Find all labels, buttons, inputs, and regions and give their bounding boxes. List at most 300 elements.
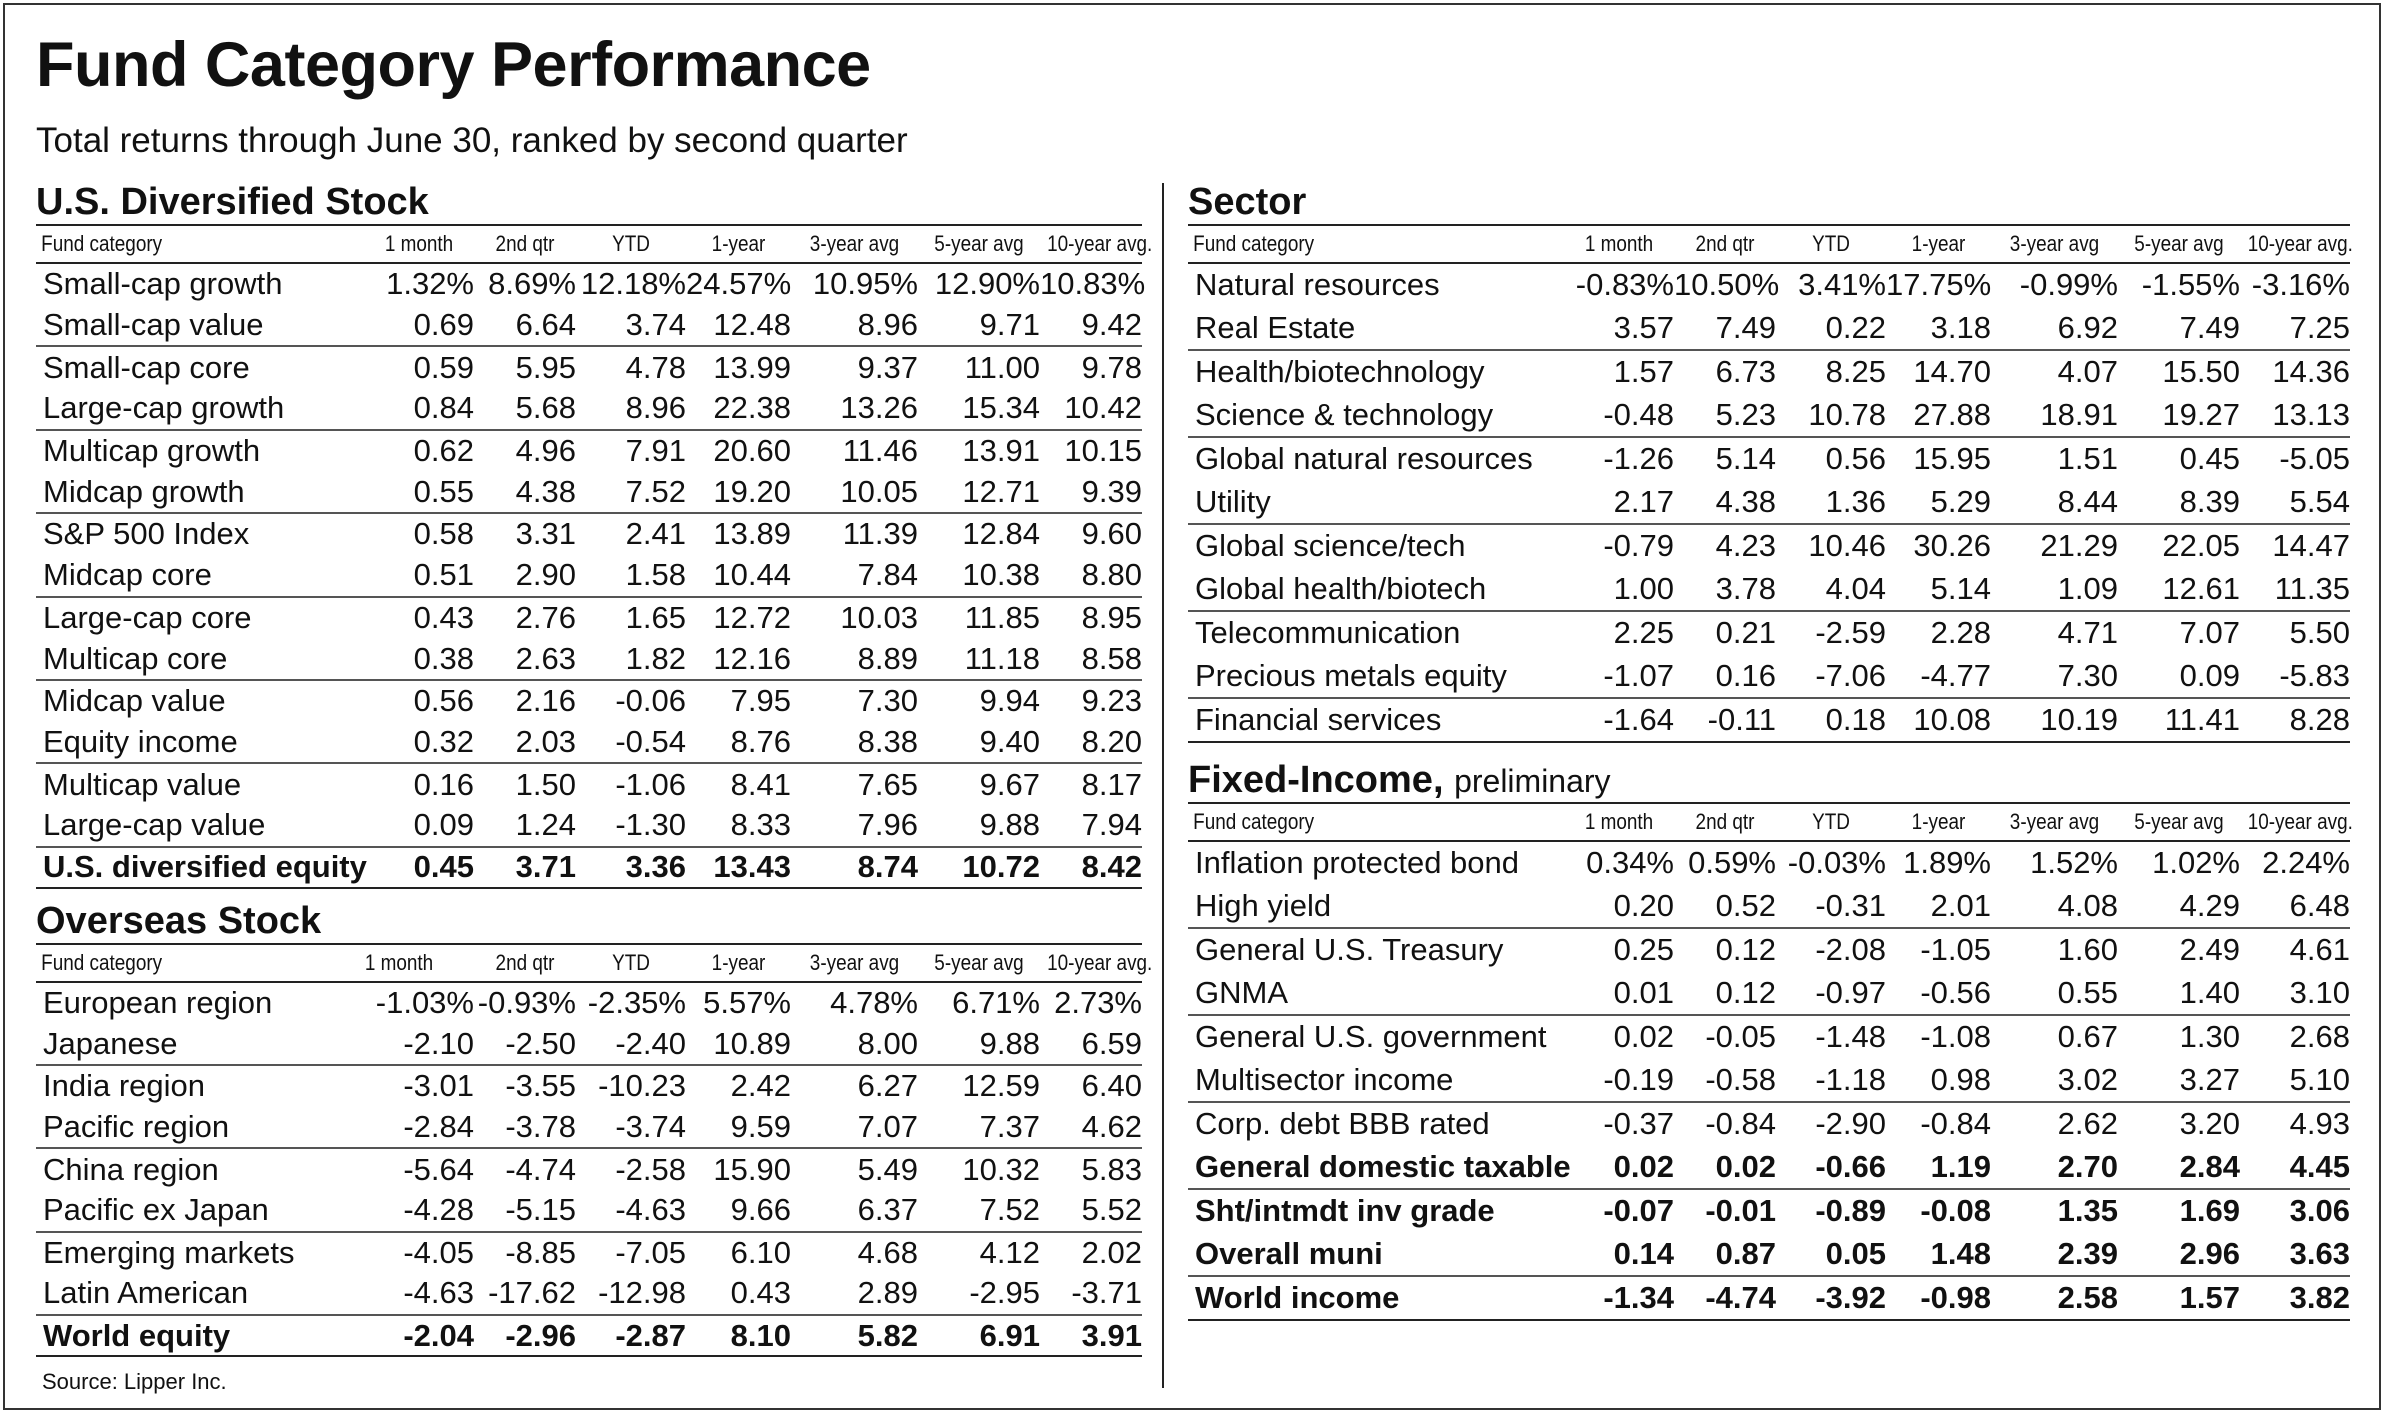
return-value-cell: 0.02 [1564,1146,1674,1190]
return-value-cell: 1.19 [1886,1146,1991,1190]
summary-row [36,847,1142,889]
return-value-cell: 2.28 [1930,615,1991,651]
return-value-cell: -0.99% [2019,267,2118,303]
return-value-cell: -2.35% [587,985,686,1021]
return-value-cell: 2.42 [730,1068,791,1104]
return-value-cell: -0.54 [576,722,686,764]
fund-category-cell: Global science/tech [1195,528,1466,564]
return-value-cell: 5.57% [703,985,791,1021]
return-value-cell: 0.98 [1886,1059,1991,1103]
return-value-cell: 9.71 [918,305,1040,347]
return-value-cell: 0.20 [1564,885,1674,929]
sector-section [1188,181,2353,743]
return-value-cell: 0.05 [1776,1233,1886,1277]
table-row [1188,394,2350,438]
return-value-cell: 2.84 [2118,1146,2240,1190]
return-value-cell: 1.65 [625,599,686,635]
column-header: 1-year [693,226,783,263]
fund-category-cell: S&P 500 Index [43,516,250,552]
fund-category-cell: Latin American [36,1273,324,1315]
table-row [36,1065,1142,1107]
return-value-cell: 12.71 [918,471,1040,513]
return-value-cell: 8.96 [791,305,918,347]
return-value-cell: 9.66 [686,1190,791,1232]
return-value-cell: 2.96 [2118,1233,2240,1277]
table-row [36,1273,1142,1315]
column-header: YTD [1784,226,1879,263]
return-value-cell: 0.02 [1613,1019,1674,1055]
return-value-cell: 11.00 [964,349,1040,385]
return-value-cell: 1.00 [1564,568,1674,612]
return-value-cell: 7.30 [1991,655,2118,699]
return-value-cell: 22.05 [2162,528,2240,564]
column-header: 5-year avg [927,226,1032,263]
return-value-cell: 10.72 [918,847,1040,889]
return-value-cell: 24.57% [686,266,792,302]
return-value-cell: 15.50 [2162,354,2240,390]
table-row [36,638,1142,680]
return-value-cell: -0.66 [1776,1146,1886,1190]
return-value-cell: 8.95 [1081,599,1142,635]
column-header: Fund category [1188,226,1511,263]
column-header: Fund category [36,226,318,263]
sector-table [1188,226,2353,743]
return-value-cell: -1.07 [1564,655,1674,699]
return-value-cell: -3.71 [1040,1273,1142,1315]
return-value-cell: 8.00 [791,1024,918,1066]
fund-category-cell: World equity [36,1315,324,1357]
fund-category-cell: Global natural resources [1195,441,1533,477]
return-value-cell: -2.87 [576,1315,686,1357]
table-row [36,680,1142,722]
return-value-cell: -1.64 [1564,698,1674,742]
return-value-cell: 13.91 [962,433,1040,469]
column-header: 1-year [1893,804,1983,841]
return-value-cell: -0.98 [1886,1276,1991,1320]
header-row [36,226,1142,263]
return-value-cell: 4.23 [1715,528,1776,564]
return-value-cell: 2.62 [2057,1106,2118,1142]
return-value-cell: -8.85 [505,1234,576,1270]
return-value-cell: 4.62 [1040,1107,1142,1149]
fixed-income-section [1188,759,2353,1321]
fund-category-cell: General U.S. government [1195,1019,1547,1055]
section-title [1188,761,2350,804]
return-value-cell: 8.76 [686,722,791,764]
column-header: 1 month [335,945,464,982]
return-value-cell: 8.69% [488,266,576,302]
return-value-cell: -1.55% [2141,267,2240,303]
return-value-cell: 8.10 [686,1315,791,1357]
return-value-cell: -4.74 [1674,1276,1776,1320]
return-value-cell: 6.71% [952,985,1040,1021]
return-value-cell: 8.89 [791,638,918,680]
return-value-cell: 9.78 [1081,349,1142,385]
return-value-cell: 0.14 [1564,1233,1674,1277]
fund-category-cell: Multicap growth [43,433,261,469]
return-value-cell: 3.91 [1040,1315,1142,1357]
return-value-cell: 4.71 [2057,615,2118,651]
return-value-cell: 1.51 [2057,441,2118,477]
return-value-cell: 0.38 [364,638,474,680]
return-value-cell: 1.57 [1613,354,1674,390]
return-value-cell: 3.18 [1886,307,1991,351]
return-value-cell: 2.76 [515,599,576,635]
table-row [36,597,1142,639]
return-value-cell: 4.38 [1674,481,1776,525]
table-row [1188,841,2350,885]
table-row [36,471,1142,513]
return-value-cell: 8.42 [1040,847,1142,889]
table-row [36,305,1142,347]
return-value-cell: 0.69 [364,305,474,347]
return-value-cell: 13.13 [2240,394,2350,438]
return-value-cell: -2.08 [1815,932,1886,968]
return-value-cell: 2.49 [2179,932,2240,968]
return-value-cell: 0.16 [1674,655,1776,699]
return-value-cell: 2.63 [474,638,576,680]
return-value-cell: 7.95 [730,683,791,719]
return-value-cell: 0.59 [413,349,474,385]
return-value-cell: 27.88 [1886,394,1991,438]
return-value-cell: 14.70 [1913,354,1991,390]
fund-category-cell: Pacific region [36,1107,324,1149]
return-value-cell: 12.72 [713,599,791,635]
return-value-cell: 22.38 [686,388,791,430]
return-value-cell: 4.45 [2240,1146,2350,1190]
return-value-cell: 4.08 [1991,885,2118,929]
fund-category-cell: Sht/intmdt inv grade [1195,1193,1495,1229]
return-value-cell: 21.29 [2040,528,2118,564]
return-value-cell: 10.42 [1040,388,1142,430]
return-value-cell: 11.39 [842,516,918,552]
overseas-stock-table [36,945,1153,1357]
return-value-cell: 8.25 [1825,354,1886,390]
return-value-cell: 2.17 [1564,481,1674,525]
header-row [36,945,1142,982]
return-value-cell: 4.61 [2289,932,2350,968]
return-value-cell: 6.73 [1715,354,1776,390]
table-row [1188,524,2350,568]
return-value-cell: 0.21 [1715,615,1776,651]
table-row [36,513,1142,555]
column-header: 1 month [1572,226,1667,263]
return-value-cell: -0.05 [1705,1019,1776,1055]
return-value-cell: -1.30 [576,805,686,847]
return-value-cell: -0.84 [1920,1106,1991,1142]
return-value-cell: 0.56 [1825,441,1886,477]
return-value-cell: 7.94 [1040,805,1142,847]
column-header: 2nd qtr [1681,226,1769,263]
column-header: 10-year avg. [1047,945,1135,982]
table-row [1188,655,2350,699]
return-value-cell: 8.28 [2240,698,2350,742]
return-value-cell: 8.39 [2118,481,2240,525]
return-value-cell: 12.59 [962,1068,1040,1104]
return-value-cell: -17.62 [474,1273,576,1315]
return-value-cell: 8.58 [1040,638,1142,680]
fund-category-cell: Multicap core [36,638,364,680]
return-value-cell: 2.41 [625,516,686,552]
return-value-cell: -3.16% [2251,267,2350,303]
return-value-cell: 1.82 [576,638,686,680]
column-header: 1 month [1572,804,1667,841]
table-row [1188,698,2350,742]
return-value-cell: 6.10 [730,1234,791,1270]
return-value-cell: 5.68 [474,388,576,430]
return-value-cell: 2.58 [1991,1276,2118,1320]
return-value-cell: 8.38 [791,722,918,764]
return-value-cell: -0.19 [1564,1059,1674,1103]
return-value-cell: 9.67 [979,766,1040,802]
table-row [36,1107,1142,1149]
return-value-cell: 9.40 [918,722,1040,764]
column-header: 3-year avg [2000,226,2109,263]
return-value-cell: -1.05 [1920,932,1991,968]
table-row [36,722,1142,764]
return-value-cell: 2.39 [1991,1233,2118,1277]
fund-category-cell: Midcap growth [36,471,364,513]
return-value-cell: 3.63 [2240,1233,2350,1277]
return-value-cell: 1.24 [474,805,576,847]
return-value-cell: 5.95 [515,349,576,385]
return-value-cell: -0.83% [1575,267,1674,303]
return-value-cell: 3.27 [2118,1059,2240,1103]
return-value-cell: 10.38 [918,555,1040,597]
return-value-cell: 6.37 [791,1190,918,1232]
return-value-cell: 6.59 [1040,1024,1142,1066]
return-value-cell: 10.05 [791,471,918,513]
return-value-cell: 1.69 [2179,1193,2240,1229]
return-value-cell: 0.56 [413,683,474,719]
return-value-cell: 7.52 [918,1190,1040,1232]
return-value-cell: 11.41 [2118,698,2240,742]
return-value-cell: 1.36 [1776,481,1886,525]
fund-category-cell: Telecommunication [1195,615,1461,651]
summary-row [1188,1189,2350,1233]
return-value-cell: 12.16 [686,638,791,680]
table-row [1188,1102,2350,1146]
return-value-cell: 1.40 [2118,972,2240,1016]
section-title: Sector [1188,183,2350,226]
return-value-cell: 14.36 [2272,354,2350,390]
return-value-cell: 4.07 [2057,354,2118,390]
return-value-cell: 5.29 [1886,481,1991,525]
table-row [36,1190,1142,1232]
return-value-cell: 5.49 [857,1151,918,1187]
summary-row [1188,1276,2350,1320]
return-value-cell: -4.63 [324,1273,474,1315]
fund-category-cell: Multisector income [1188,1059,1564,1103]
return-value-cell: 1.30 [2179,1019,2240,1055]
return-value-cell: -1.06 [615,766,686,802]
table-row [36,763,1142,805]
return-value-cell: -3.92 [1776,1276,1886,1320]
return-value-cell: 18.91 [1991,394,2118,438]
return-value-cell: 10.19 [1991,698,2118,742]
column-header: 2nd qtr [1681,804,1769,841]
table-row [1188,1059,2350,1103]
overseas-stock-section [36,900,1153,1357]
column-header: 1-year [693,945,783,982]
return-value-cell: 6.27 [857,1068,918,1104]
return-value-cell: -0.06 [615,683,686,719]
return-value-cell: 0.62 [413,433,474,469]
return-value-cell: 2.16 [515,683,576,719]
table-row [1188,1015,2350,1059]
return-value-cell: 7.96 [791,805,918,847]
return-value-cell: 5.54 [2240,481,2350,525]
column-header: Fund category [36,945,284,982]
return-value-cell: 7.25 [2240,307,2350,351]
table-row [36,805,1142,847]
return-value-cell: 15.34 [918,388,1040,430]
return-value-cell: 8.96 [576,388,686,430]
return-value-cell: 3.71 [474,847,576,889]
return-value-cell: 4.78 [625,349,686,385]
return-value-cell: 10.44 [686,555,791,597]
return-value-cell: -0.08 [1920,1193,1991,1229]
return-value-cell: 2.73% [1054,985,1142,1021]
return-value-cell: 0.43 [686,1273,791,1315]
fund-category-cell: General domestic taxable [1188,1146,1564,1190]
column-header: 5-year avg [2127,804,2232,841]
return-value-cell: -2.04 [324,1315,474,1357]
return-value-cell: -2.50 [474,1024,576,1066]
fund-category-cell: Corp. debt BBB rated [1195,1106,1490,1142]
fund-category-cell: Pacific ex Japan [36,1190,324,1232]
return-value-cell: 9.23 [1081,683,1142,719]
fund-category-cell: Multicap value [43,766,242,802]
return-value-cell: -2.95 [918,1273,1040,1315]
return-value-cell: 13.89 [713,516,791,552]
table-row [36,346,1142,388]
column-header: 2nd qtr [481,226,569,263]
return-value-cell: 1.09 [1991,568,2118,612]
fund-category-cell: Financial services [1188,698,1564,742]
return-value-cell: 0.25 [1613,932,1674,968]
return-value-cell: 10.32 [962,1151,1040,1187]
return-value-cell: 0.18 [1776,698,1886,742]
return-value-cell: 12.84 [962,516,1040,552]
return-value-cell: 4.29 [2118,885,2240,929]
return-value-cell: 5.50 [2289,615,2350,651]
fund-category-cell: Science & technology [1188,394,1564,438]
fund-category-cell: Large-cap value [36,805,364,847]
return-value-cell: 13.26 [791,388,918,430]
return-value-cell: 0.43 [413,599,474,635]
return-value-cell: 0.16 [413,766,474,802]
column-header: YTD [584,226,679,263]
return-value-cell: 0.45 [2179,441,2240,477]
return-value-cell: 7.91 [625,433,686,469]
return-value-cell: 8.41 [730,766,791,802]
return-value-cell: 0.12 [1715,932,1776,968]
return-value-cell: 0.59% [1688,845,1776,881]
us-stock-table [36,226,1153,889]
return-value-cell: 4.04 [1776,568,1886,612]
return-value-cell: -1.18 [1776,1059,1886,1103]
return-value-cell: 0.34% [1586,845,1674,881]
return-value-cell: 12.90% [934,266,1040,302]
return-value-cell: -1.34 [1564,1276,1674,1320]
return-value-cell: 1.58 [576,555,686,597]
return-value-cell: 10.78 [1776,394,1886,438]
us-diversified-stock-section [36,181,1153,889]
return-value-cell: 10.03 [840,599,918,635]
return-value-cell: -0.03% [1787,845,1886,881]
source-note: Source: Lipper Inc. [42,1369,227,1394]
return-value-cell: 9.59 [686,1107,791,1149]
column-header: 10-year avg. [2248,226,2343,263]
return-value-cell: -1.48 [1815,1019,1886,1055]
return-value-cell: -4.63 [576,1190,686,1232]
return-value-cell: 8.80 [1040,555,1142,597]
return-value-cell: 3.10 [2240,972,2350,1016]
fund-category-cell: Overall muni [1188,1233,1564,1277]
return-value-cell: 20.60 [713,433,791,469]
column-header: 5-year avg [927,945,1032,982]
table-row [1188,568,2350,612]
return-value-cell: 4.12 [979,1234,1040,1270]
return-value-cell: 9.39 [1040,471,1142,513]
column-divider [1162,183,1164,1388]
return-value-cell: 1.02% [2152,845,2240,881]
table-row [36,1232,1142,1274]
return-value-cell: -2.84 [324,1107,474,1149]
return-value-cell: -5.64 [403,1151,474,1187]
return-value-cell: 8.33 [686,805,791,847]
return-value-cell: 1.48 [1886,1233,1991,1277]
fund-category-cell: Small-cap growth [43,266,283,302]
return-value-cell: 0.32 [364,722,474,764]
table-row [36,555,1142,597]
header-row [1188,804,2350,841]
return-value-cell: 8.20 [1040,722,1142,764]
fund-category-cell: Small-cap value [36,305,364,347]
return-value-cell: 1.50 [515,766,576,802]
fund-category-cell: China region [43,1151,219,1187]
return-value-cell: 6.64 [474,305,576,347]
return-value-cell: 0.67 [2057,1019,2118,1055]
fund-category-cell: Precious metals equity [1188,655,1564,699]
return-value-cell: 0.52 [1674,885,1776,929]
column-header: 10-year avg. [1047,226,1135,263]
return-value-cell: 3.06 [2289,1193,2350,1229]
return-value-cell: 0.58 [413,516,474,552]
return-value-cell: 3.82 [2240,1276,2350,1320]
fund-category-cell: GNMA [1188,972,1564,1016]
return-value-cell: 3.41% [1798,267,1886,303]
return-value-cell: 17.75% [1886,267,1992,303]
column-header: 10-year avg. [2248,804,2343,841]
return-value-cell: -0.93% [477,985,576,1021]
return-value-cell: 12.48 [686,305,791,347]
return-value-cell: 3.02 [1991,1059,2118,1103]
fund-category-cell: Real Estate [1188,307,1564,351]
return-value-cell: 3.57 [1564,307,1674,351]
return-value-cell: 0.84 [364,388,474,430]
return-value-cell: -4.77 [1886,655,1991,699]
return-value-cell: 10.50% [1674,267,1780,303]
return-value-cell: 5.14 [1715,441,1776,477]
return-value-cell: 0.55 [364,471,474,513]
return-value-cell: 11.35 [2240,568,2350,612]
return-value-cell: 0.09 [364,805,474,847]
return-value-cell: 10.46 [1808,528,1886,564]
return-value-cell: 9.42 [1040,305,1142,347]
return-value-cell: 0.09 [2118,655,2240,699]
